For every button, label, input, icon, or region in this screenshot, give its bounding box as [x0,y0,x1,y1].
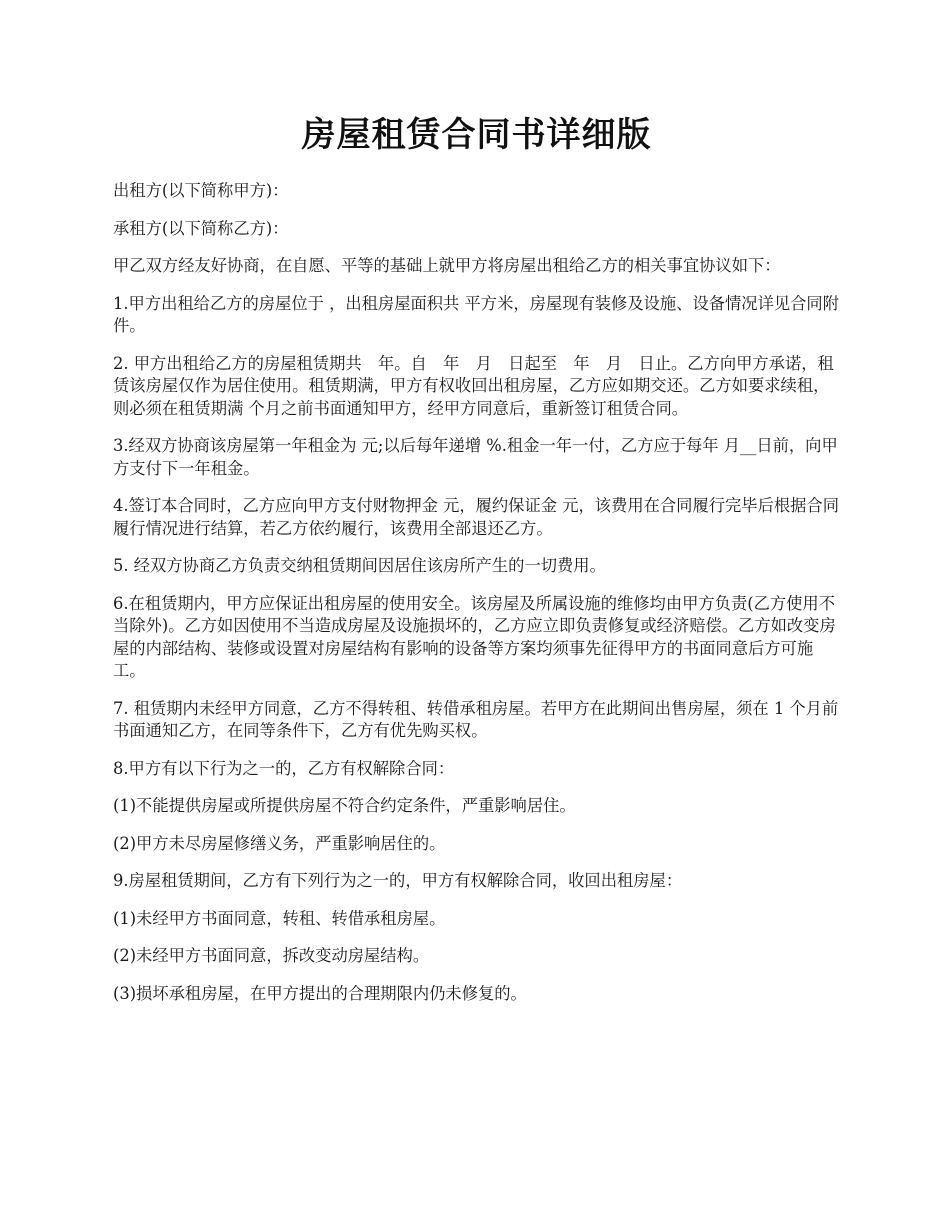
clause-9-lessor-termination: 9.房屋租赁期间，乙方有下列行为之一的，甲方有权解除合同，收回出租房屋： [113,871,683,890]
clause-3-rent: 3.经双方协商该房屋第一年租金为 元;以后每年递增 %.租金一年一付，乙方应于每年 月__日前，向甲方支付下一年租金。 [113,436,838,478]
clause-8-lessee-termination: 8.甲方有以下行为之一的，乙方有权解除合同： [113,758,455,778]
clause-7-sublease: 7. 租赁期内未经甲方同意，乙方不得转租、转借承租房屋。若甲方在此期间出售房屋，须在 1 个月前书面通知乙方，在同等条件下，乙方有优先购买权。 [113,698,839,740]
clause-2-term: 2. 甲方出租给乙方的房屋租赁期共 年。自 年 月 日起至 年 月 日止。乙方向甲方承诺，租赁该房屋仅作为居住使用。租赁期满，甲方有权收回出租房屋，乙方应如期交还。乙方如要求续租，则必须在租赁期满 个月之前书面通知甲方，经甲方同意后，重新签订租赁合同。 [113,353,834,418]
clause-9-item-1: (1)未经甲方书面同意，转租、转借承租房屋。 [113,908,446,928]
clause-4-deposit: 4.签订本合同时，乙方应向甲方支付财物押金 元，履约保证金 元，该费用在合同履行完毕后根据合同履行情况进行结算，若乙方依约履行，该费用全部退还乙方。 [113,496,839,538]
document-title: 房屋租赁合同书详细版 [301,115,652,155]
clause-9-item-3: (3)损坏承租房屋，在甲方提出的合理期限内仍未修复的。 [113,983,527,1003]
clause-5-fees: 5. 经双方协商乙方负责交纳租赁期间因居住该房所产生的一切费用。 [113,556,606,575]
clause-6-maintenance: 6.在租赁期内，甲方应保证出租房屋的使用安全。该房屋及所属设施的维修均由甲方负责(乙方使用不当除外)。乙方如因使用不当造成房屋及设施损坏的，乙方应立即负责修复或经济赔偿。乙方如改变房屋的内部结构、装修或设置对房屋结构有影响的设备等方案均须事先征得甲方的书面同意后方可施工。 [113,593,836,680]
clause-lessor: 出租方(以下简称甲方)： [113,181,289,200]
clause-lessee: 承租方(以下简称乙方)： [113,218,289,238]
clause-8-item-1: (1)不能提供房屋或所提供房屋不符合约定条件，严重影响居住。 [113,796,576,815]
clause-1-property: 1.甲方出租给乙方的房屋位于 ，出租房屋面积共 平方米，房屋现有装修及设施、设备情况详见合同附件。 [113,293,839,335]
clause-9-item-2: (2)未经甲方书面同意，拆改变动房屋结构。 [113,946,430,965]
clause-preamble: 甲乙双方经友好协商，在自愿、平等的基础上就甲方将房屋出租给乙方的相关事宜协议如下： [113,256,781,275]
clause-8-item-2: (2)甲方未尽房屋修缮义务，严重影响居住的。 [113,833,446,853]
